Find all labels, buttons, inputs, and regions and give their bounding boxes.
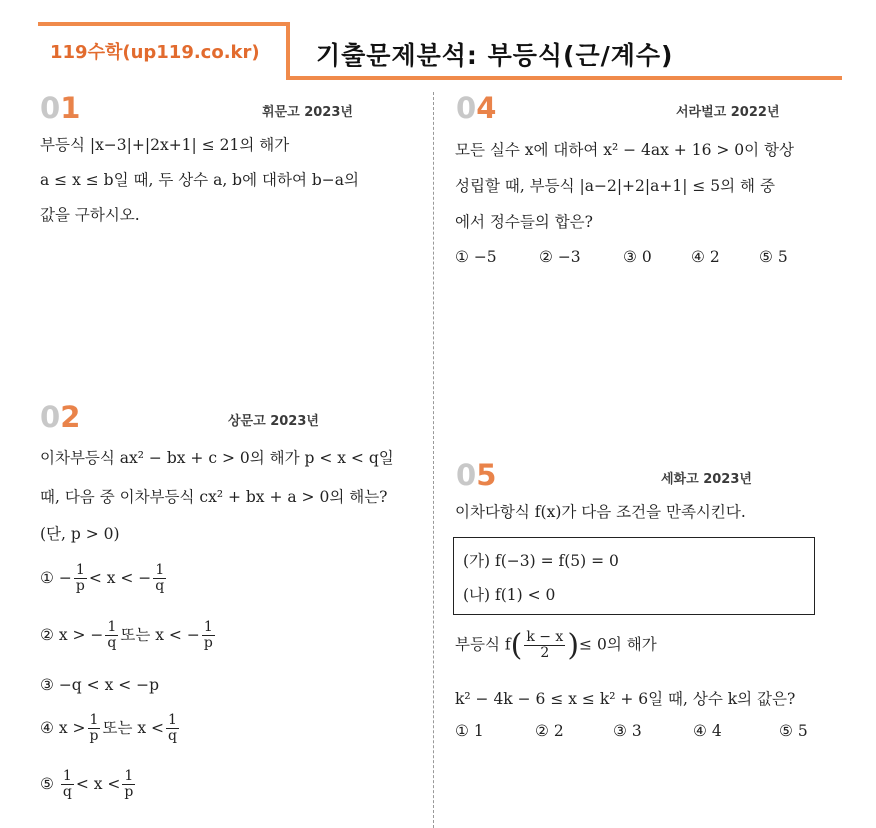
fraction: $\frac{k - x}{2}$ [526, 628, 564, 661]
option-4[interactable]: ④ 4 [693, 722, 722, 740]
fraction: $\frac{1}{q}$ [155, 562, 165, 595]
school-label: 상문고 2023년 [228, 414, 319, 429]
fraction: $\frac{1}{q}$ [107, 619, 117, 652]
condition-b: (나) f(1) < 0 [463, 586, 556, 604]
school-label: 서라벌고 2022년 [676, 105, 780, 120]
question-text: (단, p > 0) [40, 525, 120, 543]
option-4[interactable]: ④ x > $\frac{1}{p}$ 또는 x < $\frac{1}{q}$ [40, 712, 177, 745]
option-3[interactable]: ③ 3 [613, 722, 642, 740]
fraction: $\frac{1}{q}$ [168, 712, 177, 745]
question-text: 값을 구하시오. [40, 206, 140, 224]
question-text: 이차다항식 f(x)가 다음 조건을 만족시킨다. [455, 503, 746, 521]
fraction: $\frac{1}{p}$ [203, 619, 213, 652]
question-text: a ≤ x ≤ b일 때, 두 상수 a, b에 대하여 b−a의 [40, 171, 359, 189]
question-text: 부등식 |x−3|+|2x+1| ≤ 21의 해가 [40, 136, 290, 154]
option-1[interactable]: ① 1 [455, 722, 484, 740]
school-label: 세화고 2023년 [661, 472, 752, 487]
option-2[interactable]: ② −3 [539, 248, 581, 266]
header [0, 0, 876, 90]
fraction: $\frac{1}{p}$ [89, 712, 99, 745]
condition-a: (가) f(−3) = f(5) = 0 [463, 552, 619, 570]
option-3[interactable]: ③ −q < x < −p [40, 676, 160, 694]
column-divider [433, 92, 434, 828]
school-label: 휘문고 2023년 [262, 105, 353, 120]
option-4[interactable]: ④ 2 [691, 248, 720, 266]
option-3[interactable]: ③ 0 [623, 248, 652, 266]
option-5[interactable]: ⑤ 5 [759, 248, 788, 266]
fraction: $\frac{1}{p}$ [124, 768, 134, 801]
answer-options [455, 722, 808, 740]
question-text: k² − 4k − 6 ≤ x ≤ k² + 6일 때, 상수 k의 값은? [455, 690, 796, 708]
option-1[interactable]: ① − $\frac{1}{p}$ < x < − $\frac{1}{q}$ [40, 562, 165, 595]
question-text: 때, 다음 중 이차부등식 cx² + bx + a > 0의 해는? [40, 488, 388, 506]
question-text: 모든 실수 x에 대하여 x² − 4ax + 16 > 0이 항상 [455, 141, 794, 159]
question-number: 04 [456, 91, 497, 125]
answer-options [455, 248, 788, 266]
question-text: 부등식 f( $\frac{k - x}{2}$ )≤ 0의 해가 [455, 628, 657, 663]
question-text: 성립할 때, 부등식 |a−2|+2|a+1| ≤ 5의 해 중 [455, 177, 775, 195]
question-number: 02 [40, 400, 81, 434]
brand-label: 119수학(up119.co.kr) [50, 42, 260, 63]
option-2[interactable]: ② 2 [535, 722, 564, 740]
question-text: 이차부등식 ax² − bx + c > 0의 해가 p < x < q일 [40, 449, 394, 467]
option-5[interactable]: ⑤ 5 [779, 722, 808, 740]
fraction: $\frac{1}{q}$ [62, 768, 72, 801]
page-title: 기출문제분석: 부등식(근/계수) [316, 41, 674, 70]
title-underline [290, 76, 842, 80]
question-number: 01 [40, 91, 81, 125]
question-number: 05 [456, 458, 497, 492]
fraction: $\frac{1}{p}$ [75, 562, 85, 595]
option-2[interactable]: ② x > − $\frac{1}{q}$ 또는 x < − $\frac{1}{p}$ [40, 619, 213, 652]
question-text: 에서 정수들의 합은? [455, 213, 593, 231]
option-1[interactable]: ① −5 [455, 248, 497, 266]
option-5[interactable]: ⑤ $\frac{1}{q}$ < x < $\frac{1}{p}$ [40, 768, 134, 801]
